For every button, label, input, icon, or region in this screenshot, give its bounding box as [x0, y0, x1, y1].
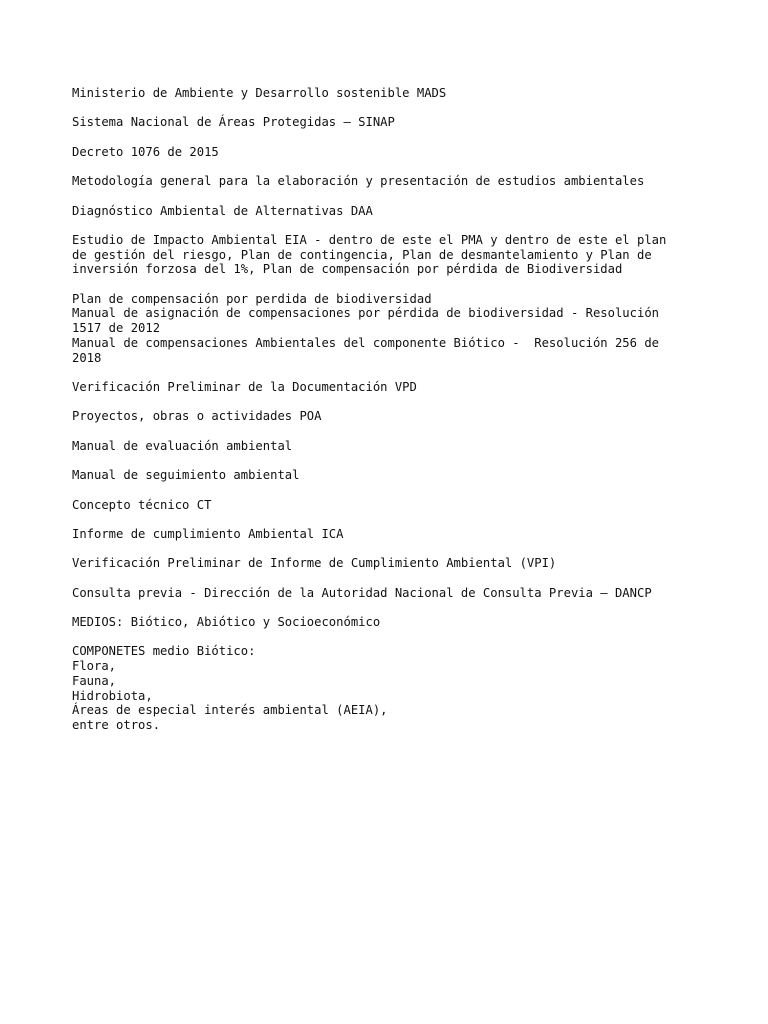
- text-line: MEDIOS: Biótico, Abiótico y Socioeconómico: [72, 615, 381, 630]
- paragraph: [72, 556, 712, 571]
- paragraph: [72, 380, 712, 395]
- text-line: de gestión del riesgo, Plan de contingencia, Plan de desmantelamiento y Plan de: [72, 247, 652, 262]
- text-line: inversión forzosa del 1%, Plan de compensación por pérdida de Biodiversidad: [72, 262, 623, 277]
- text-line: Manual de evaluación ambiental: [72, 438, 293, 453]
- text-line: 1517 de 2012: [72, 321, 161, 336]
- text-line: Decreto 1076 de 2015: [72, 144, 219, 159]
- text-line: COMPONETES medio Biótico:: [72, 644, 256, 659]
- document-body: [72, 86, 712, 733]
- paragraph: [72, 644, 712, 732]
- text-line: Verificación Preliminar de la Documentación VPD: [72, 379, 417, 394]
- text-line: Sistema Nacional de Áreas Protegidas – SINAP: [72, 115, 395, 130]
- paragraph: [72, 615, 712, 630]
- text-line: Informe de cumplimiento Ambiental ICA: [72, 526, 344, 541]
- paragraph: [72, 86, 712, 101]
- document-page: [72, 86, 712, 747]
- text-line: Fauna,: [72, 673, 117, 688]
- paragraph: [72, 409, 712, 424]
- text-line: Consulta previa - Dirección de la Autoridad Nacional de Consulta Previa – DANCP: [72, 585, 652, 600]
- paragraph: [72, 145, 712, 160]
- paragraph: [72, 233, 712, 277]
- text-line: Diagnóstico Ambiental de Alternativas DAA: [72, 203, 373, 218]
- text-line: entre otros.: [72, 717, 161, 732]
- text-line: Manual de asignación de compensaciones por pérdida de biodiversidad - Resolución: [72, 306, 659, 321]
- text-line: Manual de seguimiento ambiental: [72, 468, 300, 483]
- paragraph: [72, 468, 712, 483]
- text-line: Verificación Preliminar de Informe de Cumplimiento Ambiental (VPI): [72, 556, 557, 571]
- paragraph: [72, 439, 712, 454]
- paragraph: [72, 498, 712, 513]
- text-line: Ministerio de Ambiente y Desarrollo sostenible MADS: [72, 86, 447, 100]
- paragraph: [72, 292, 712, 366]
- text-line: 2018: [72, 350, 102, 365]
- text-line: Flora,: [72, 659, 117, 674]
- text-line: Manual de compensaciones Ambientales del componente Biótico - Resolución 256 de: [72, 335, 659, 350]
- text-line: Estudio de Impacto Ambiental EIA - dentro de este el PMA y dentro de este el plan: [72, 232, 667, 247]
- paragraph: [72, 527, 712, 542]
- paragraph: [72, 204, 712, 219]
- text-line: Concepto técnico CT: [72, 497, 212, 512]
- paragraph: [72, 174, 712, 189]
- paragraph: [72, 115, 712, 130]
- paragraph: [72, 586, 712, 601]
- text-line: Metodología general para la elaboración y presentación de estudios ambientales: [72, 174, 645, 189]
- text-line: Hidrobiota,: [72, 688, 153, 703]
- text-line: Plan de compensación por perdida de biodiversidad: [72, 291, 432, 306]
- text-line: Áreas de especial interés ambiental (AEIA),: [72, 703, 388, 718]
- text-line: Proyectos, obras o actividades POA: [72, 409, 322, 424]
